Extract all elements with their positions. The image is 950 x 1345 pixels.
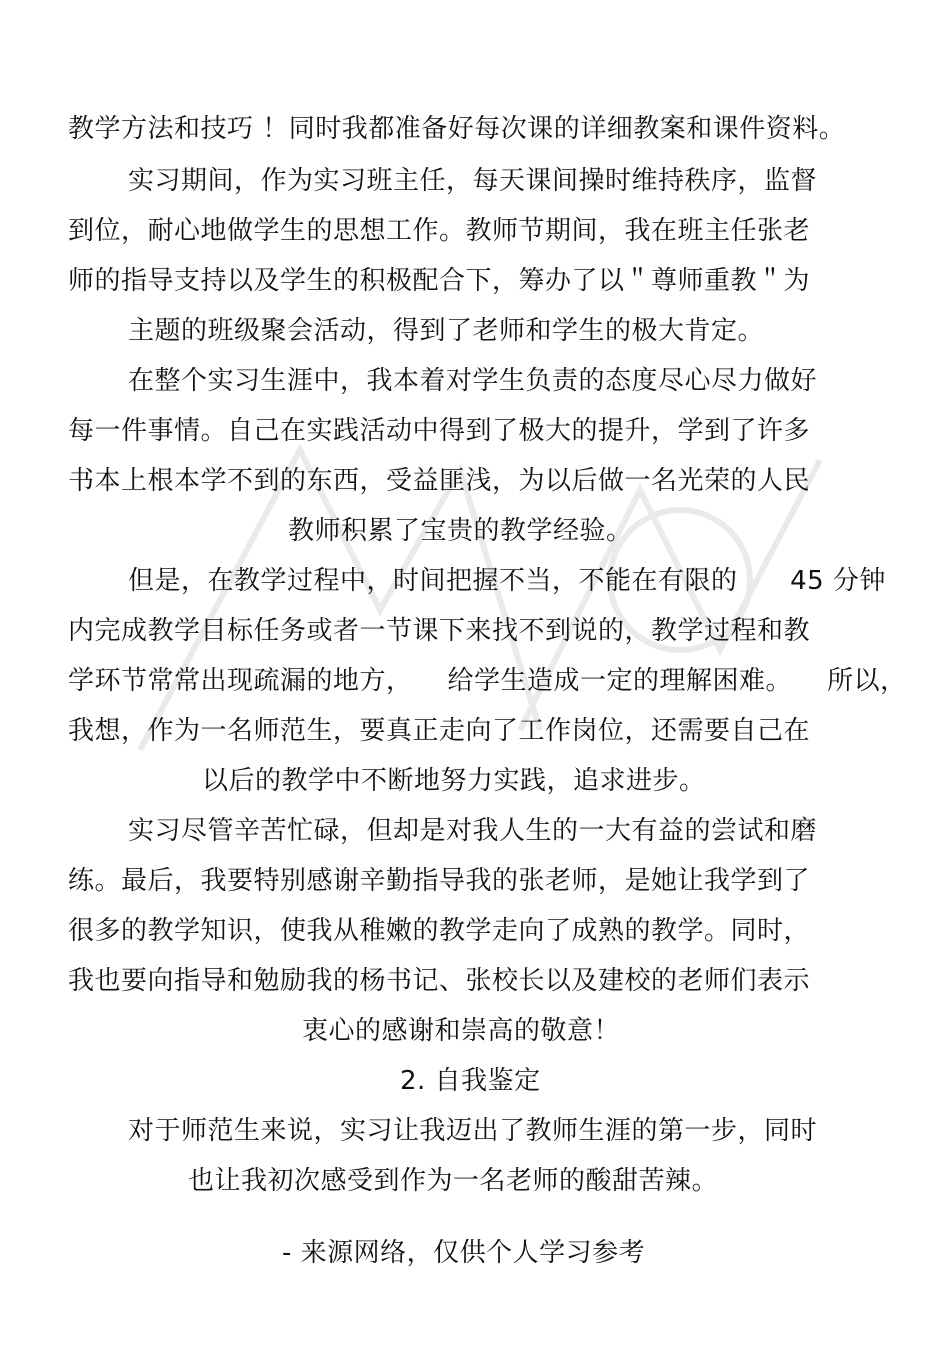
paragraph-line: 到位，耐心地做学生的思想工作。教师节期间，我在班主任张老 <box>68 216 811 246</box>
paragraph-line: 书本上根本学不到的东西，受益匪浅，为以后做一名光荣的人民 <box>68 466 811 496</box>
paragraph-line: 师的指导支持以及学生的积极配合下，筹办了以＂尊师重教＂为 <box>68 266 811 296</box>
paragraph-line: 主题的班级聚会活动，得到了老师和学生的极大肯定。 <box>128 316 765 346</box>
paragraph-line: 衷心的感谢和崇高的敬意！ <box>302 1016 621 1046</box>
source-footer: - 来源网络，仅供个人学习参考 <box>282 1238 646 1268</box>
paragraph-line: 练。最后，我要特别感谢辛勤指导我的张老师，是她让我学到了 <box>68 866 811 896</box>
paragraph-line: 实习尽管辛苦忙碌，但却是对我人生的一大有益的尝试和磨 <box>128 816 818 846</box>
paragraph-line: 对于师范生来说，实习让我迈出了教师生涯的第一步，同时 <box>128 1116 818 1146</box>
paragraph-line: 教学方法和技巧 ！同时我都准备好每次课的详细教案和课件资料。 <box>68 114 846 144</box>
paragraph-line: 学环节常常出现疏漏的地方， 给学生造成一定的理解困难。 所以， <box>68 666 907 696</box>
paragraph-line: 教师积累了宝贵的教学经验。 <box>288 516 633 546</box>
paragraph-line: 我也要向指导和勉励我的杨书记、张校长以及建校的老师们表示 <box>68 966 811 996</box>
paragraph-line: 也让我初次感受到作为一名老师的酸甜苦辣。 <box>188 1166 719 1196</box>
paragraph-line: 但是，在教学过程中，时间把握不当，不能在有限的 45 分钟 <box>128 566 886 596</box>
paragraph-line: 以后的教学中不断地努力实践，追求进步。 <box>202 766 706 796</box>
paragraph-line: 我想，作为一名师范生，要真正走向了工作岗位，还需要自己在 <box>68 716 811 746</box>
paragraph-line: 内完成教学目标任务或者一节课下来找不到说的，教学过程和教 <box>68 616 811 646</box>
paragraph-line: 每一件事情。自己在实践活动中得到了极大的提升，学到了许多 <box>68 416 811 446</box>
paragraph-line: 很多的教学知识，使我从稚嫩的教学走向了成熟的教学。同时， <box>68 916 811 946</box>
paragraph-line: 实习期间，作为实习班主任，每天课间操时维持秩序，监督 <box>128 166 818 196</box>
section-heading: 2. 自我鉴定 <box>400 1066 541 1096</box>
paragraph-line: 在整个实习生涯中，我本着对学生负责的态度尽心尽力做好 <box>128 366 818 396</box>
